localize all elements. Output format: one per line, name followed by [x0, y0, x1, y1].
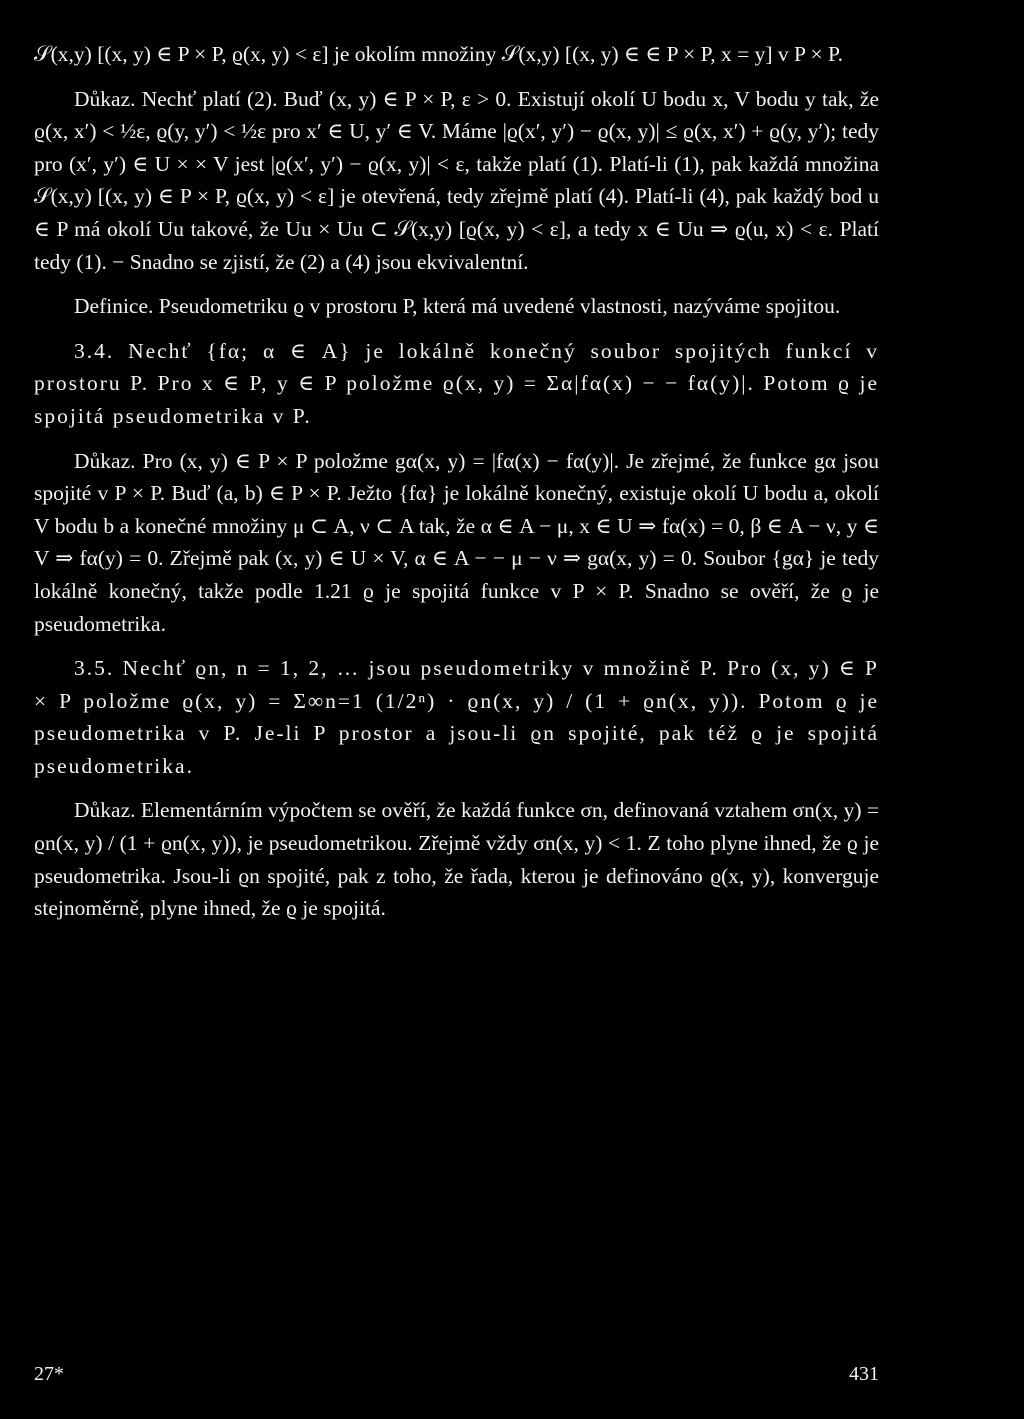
signature-mark: 27* — [34, 1363, 64, 1385]
theorem-3-5: 3.5. Nechť ϱn, n = 1, 2, … jsou pseudometriky v množině P. Pro (x, y) ∈ P × P položme ϱ(x, y) = Σ∞n=1 (1/2ⁿ) · ϱn(x, y) / (1 + ϱn(x, y)). Potom ϱ je pseudometrika v P. Je-li P prostor a jsou-li ϱn spojité, pak též ϱ je spojitá pseudometrika. — [34, 656, 879, 778]
theorem-3-4: 3.4. Nechť {fα; α ∈ A} je lokálně konečný soubor spojitých funkcí v prostoru P. Pro x ∈ P, y ∈ P položme ϱ(x, y) = Σα|fα(x) − − fα(y)|. Potom ϱ je spojitá pseudometrika v P. — [34, 338, 879, 428]
page-number: 431 — [849, 1363, 879, 1385]
proof-3-3: Důkaz. Nechť platí (2). Buď (x, y) ∈ P × P, ε > 0. Existují okolí U bodu x, V bodu y tak, že ϱ(x, x′) < ½ε, ϱ(y, y′) < ½ε pro x′ ∈ U, y′ ∈ V. Máme |ϱ(x′, y′) − ϱ(x, y)| ≤ ϱ(x, x′) + ϱ(y, y′); tedy pro (x′, y′) ∈ U × × V jest |ϱ(x′, y′) − ϱ(x, y)| < ε, takže platí (1). Platí-li (1), pak každá množina 𝒮(x,y) [(x, y) ∈ P × P, ϱ(x, y) < ε] je otevřená, tedy zřejmě platí (4). Platí-li (4), pak každý bod u ∈ P má okolí Uu takové, že Uu × Uu ⊂ 𝒮(x,y) [ϱ(x, y) < ε], a tedy x ∈ Uu ⇒ ϱ(u, x) < ε. Platí tedy (1). − Snadno se zjistí, že (2) a (4) jsou ekvivalentní. — [34, 86, 879, 274]
page-text-block — [34, 38, 879, 925]
definition-spojita: Definice. Pseudometriku ϱ v prostoru P, která má uvedené vlastnosti, nazýváme spojitou. — [74, 294, 841, 319]
continued-paragraph: 𝒮(x,y) [(x, y) ∈ P × P, ϱ(x, y) < ε] je okolím množiny 𝒮(x,y) [(x, y) ∈ ∈ P × P, x = y] v P × P. — [34, 42, 843, 66]
proof-3-4: Důkaz. Pro (x, y) ∈ P × P položme gα(x, y) = |fα(x) − fα(y)|. Je zřejmé, že funkce gα jsou spojité v P × P. Buď (a, b) ∈ P × P. Ježto {fα} je lokálně konečný, existuje okolí U bodu a, okolí V bodu b a konečné množiny μ ⊂ A, ν ⊂ A tak, že α ∈ A − μ, x ∈ U ⇒ fα(x) = 0, β ∈ A − ν, y ∈ V ⇒ fα(y) = 0. Zřejmě pak (x, y) ∈ U × V, α ∈ A − − μ − ν ⇒ gα(x, y) = 0. Soubor {gα} je tedy lokálně konečný, takže podle 1.21 ϱ je spojitá funkce v P × P. Snadno se ověří, že ϱ je pseudometrika. — [34, 448, 879, 636]
proof-3-5: Důkaz. Elementárním výpočtem se ověří, že každá funkce σn, definovaná vztahem σn(x, y) = ϱn(x, y) / (1 + ϱn(x, y)), je pseudometrikou. Zřejmě vždy σn(x, y) < 1. Z toho plyne ihned, že ϱ je pseudometrika. Jsou-li ϱn spojité, pak z toho, že řada, kterou je definováno ϱ(x, y), konverguje stejnoměrně, plyne ihned, že ϱ je spojitá. — [34, 798, 879, 921]
page-footer — [34, 1358, 879, 1390]
